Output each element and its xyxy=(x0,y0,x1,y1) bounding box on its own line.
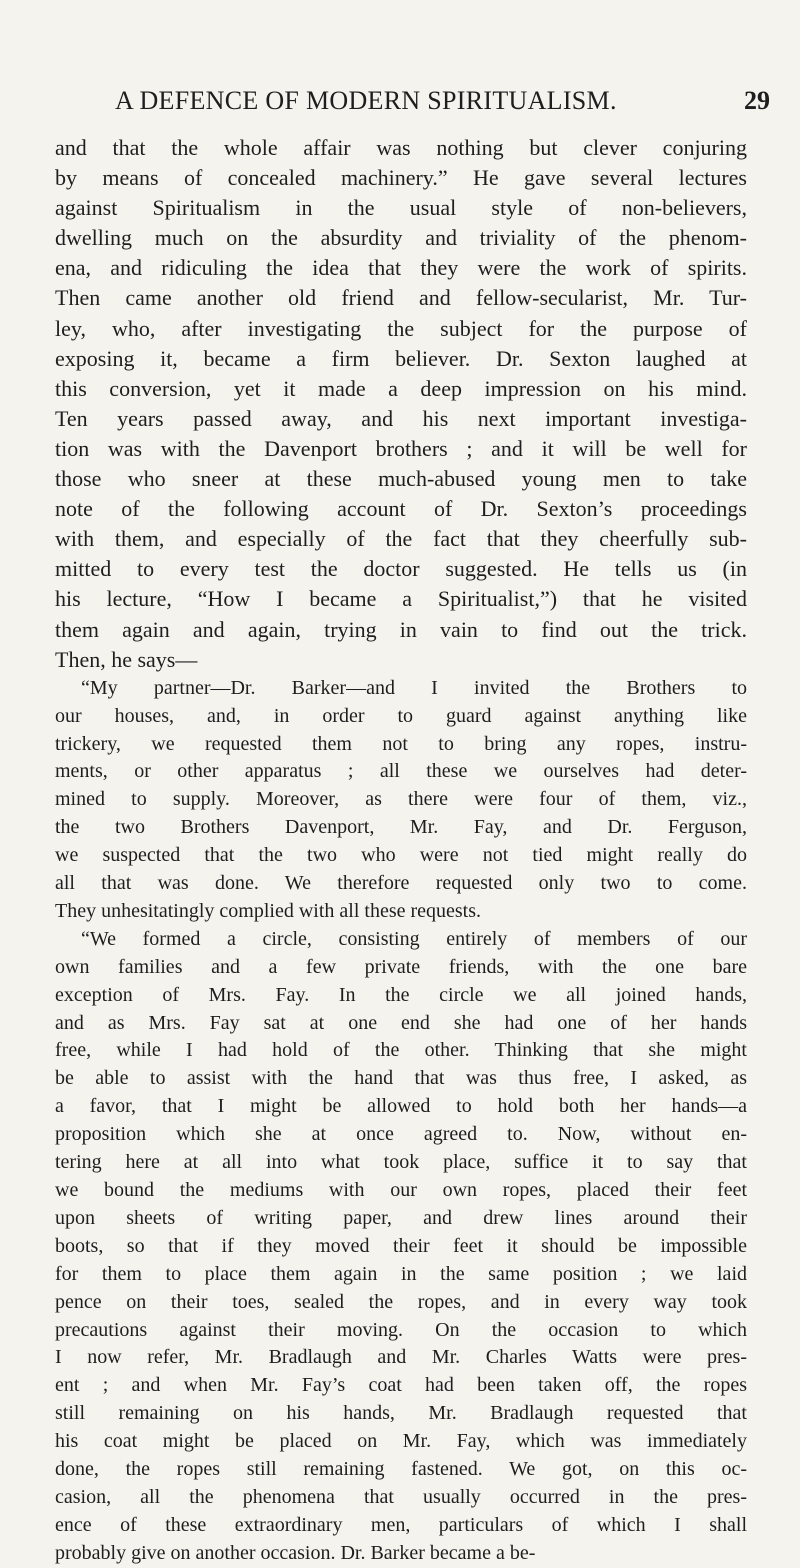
text-line: and as Mrs. Fay sat at one end she had one of her hands xyxy=(55,1011,747,1034)
text-line: proposition which she at once agreed to. Now, without en- xyxy=(55,1123,747,1146)
paragraph-quotation xyxy=(55,675,747,1568)
text-line: I now refer, Mr. Bradlaugh and Mr. Charles Watts were pres- xyxy=(55,1346,747,1369)
text-line: casion, all the phenomena that usually occurred in the pres- xyxy=(55,1485,747,1508)
running-title: A DEFENCE OF MODERN SPIRITUALISM. xyxy=(115,86,617,115)
page-header xyxy=(115,86,770,122)
text-line: Then, he says— xyxy=(55,646,198,672)
text-line: They unhesitatingly complied with all these requests. xyxy=(55,899,482,922)
text-line: own families and a few private friends, with the one bare xyxy=(55,955,747,978)
text-line: them again and again, trying in vain to find out the trick. xyxy=(55,616,747,642)
text-line: exception of Mrs. Fay. In the circle we all joined hands, xyxy=(55,983,747,1006)
text-line: dwelling much on the absurdity and triviality of the phenom- xyxy=(55,225,747,251)
text-line: those who sneer at these much-abused young men to take xyxy=(55,466,747,492)
body-text xyxy=(55,133,747,1568)
text-line: be able to assist with the hand that was thus free, I asked, as xyxy=(55,1067,747,1090)
text-line: boots, so that if they moved their feet it should be impossible xyxy=(55,1234,747,1257)
text-line: we bound the mediums with our own ropes, placed their feet xyxy=(55,1179,747,1201)
text-line: all that was done. We therefore requested only two to come. xyxy=(55,872,747,895)
text-line: ley, who, after investigating the subject for the purpose of xyxy=(55,315,747,341)
text-line: ent ; and when Mr. Fay’s coat had been taken off, the ropes xyxy=(55,1374,747,1397)
text-line: our houses, and, in order to guard against anything like xyxy=(55,704,747,727)
text-line: precautions against their moving. On the occasion to which xyxy=(55,1318,747,1341)
page-number: 29 xyxy=(744,86,770,115)
text-line: “We formed a circle, consisting entirely of members of our xyxy=(81,927,747,950)
text-line: his lecture, “How I became a Spiritualist,”) that he visited xyxy=(55,586,747,612)
text-line: ena, and ridiculing the idea that they were the work of spirits. xyxy=(55,255,747,281)
text-line: trickery, we requested them not to bring any ropes, instru- xyxy=(55,732,747,755)
text-line: mitted to every test the doctor suggested. He tells us (in xyxy=(55,556,747,582)
text-line: Then came another old friend and fellow-secularist, Mr. Tur- xyxy=(55,285,747,311)
text-line: free, while I had hold of the other. Thinking that she might xyxy=(55,1039,747,1062)
text-line: “My partner—Dr. Barker—and I invited the Brothers to xyxy=(81,676,747,699)
text-line: probably give on another occasion. Dr. Barker became a be- xyxy=(55,1541,536,1564)
text-line: a favor, that I might be allowed to hold both her hands—a xyxy=(55,1095,747,1118)
paragraph-narrative xyxy=(55,133,747,675)
text-line: mined to supply. Moreover, as there were four of them, viz., xyxy=(55,788,747,811)
text-line: his coat might be placed on Mr. Fay, which was immediately xyxy=(55,1430,747,1453)
text-line: with them, and especially of the fact that they cheerfully sub- xyxy=(55,526,747,552)
text-line: we suspected that the two who were not tied might really do xyxy=(55,844,747,867)
text-line: pence on their toes, sealed the ropes, and in every way took xyxy=(55,1290,747,1313)
text-line: this conversion, yet it made a deep impression on his mind. xyxy=(55,375,747,401)
text-line: tering here at all into what took place, suffice it to say that xyxy=(55,1151,747,1174)
text-line: ence of these extraordinary men, particulars of which I shall xyxy=(55,1513,747,1536)
text-line: exposing it, became a firm believer. Dr. Sexton laughed at xyxy=(55,345,747,371)
text-line: and that the whole affair was nothing but clever conjuring xyxy=(55,135,747,160)
text-line: upon sheets of writing paper, and drew lines around their xyxy=(55,1206,747,1229)
text-line: the two Brothers Davenport, Mr. Fay, and Dr. Ferguson, xyxy=(55,816,747,839)
text-line: tion was with the Davenport brothers ; and it will be well for xyxy=(55,435,747,461)
text-line: Ten years passed away, and his next important investiga- xyxy=(55,405,747,431)
text-line: note of the following account of Dr. Sexton’s proceedings xyxy=(55,496,747,522)
text-line: still remaining on his hands, Mr. Bradlaugh requested that xyxy=(55,1402,747,1425)
text-line: ments, or other apparatus ; all these we ourselves had deter- xyxy=(55,760,747,783)
text-line: done, the ropes still remaining fastened. We got, on this oc- xyxy=(55,1458,747,1481)
text-line: against Spiritualism in the usual style of non-believers, xyxy=(55,195,747,221)
text-line: by means of concealed machinery.” He gave several lectures xyxy=(55,165,747,191)
text-line: for them to place them again in the same position ; we laid xyxy=(55,1262,747,1285)
